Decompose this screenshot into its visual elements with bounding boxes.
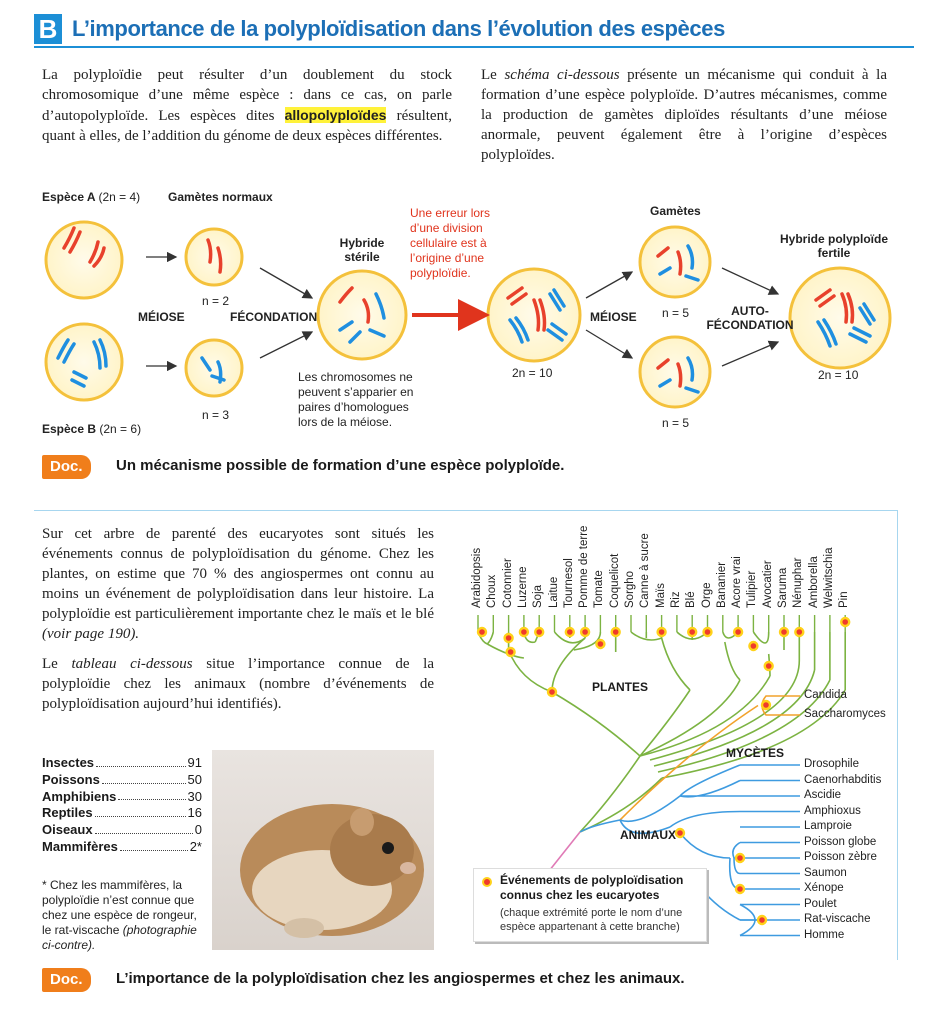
label-autofecondation: AUTO- FÉCONDATION bbox=[706, 304, 794, 332]
doc3-paragraph-2-italic: tableau ci-dessous bbox=[71, 656, 193, 672]
doc3-badge: Doc. 3 bbox=[42, 968, 91, 992]
doc2-caption-text: Un mécanisme possible de formation d’une espèce polyploïde. bbox=[116, 457, 565, 474]
label-chromosome-note: Les chromosomes ne peuvent s’apparier en paires d’homologues lors de la méiose. bbox=[298, 370, 414, 429]
footnote: * Chez les mammifères, la polyploïdie n’est connue que chez une espèce de rongeur, le rat-viscache (photographie ci-contre). bbox=[42, 878, 197, 952]
tree-legend bbox=[473, 868, 707, 942]
label-n2: n = 2 bbox=[202, 294, 230, 308]
doc3-paragraph-1-text: Sur cet arbre de parenté des eucaryotes sont situés les événements connus de polyploïdisation du génome. Chez les plantes, on estime que 70 % des angiospermes ont connu au moins un événement de polyploïdisation dans leur histoire. La polyploïdie est particulièrement importante chez le maïs et le blé bbox=[42, 526, 434, 622]
animal-species-label: Amphioxus bbox=[804, 804, 861, 817]
doc3-paragraph-1 bbox=[42, 524, 434, 644]
intro-right bbox=[481, 65, 887, 165]
doc3-paragraph-2-end: situe l’importance connue de la polyploïdie chez les animaux (nombre d’événements de polyploïdisation aujourd’hui identifiés). bbox=[42, 656, 434, 712]
polyploidy-event-icon bbox=[612, 628, 620, 636]
plant-species-label: Amborella bbox=[807, 556, 820, 608]
label-gametes-normaux: Gamètes normaux bbox=[168, 190, 273, 204]
polyploidy-event-icon bbox=[765, 662, 773, 670]
highlight-term: allopolyploïdes bbox=[284, 107, 387, 123]
polyploidy-event-icon bbox=[762, 701, 770, 709]
legend-title: Événements de polyploïdisation connus chez les eucaryotes bbox=[500, 873, 684, 902]
plant-species-label: Cotonnier bbox=[501, 558, 514, 608]
doc3-caption-text: L’importance de la polyploïdisation chez les angiospermes et chez les animaux. bbox=[116, 970, 685, 987]
plant-species-label: Acore vrai bbox=[731, 556, 744, 608]
label-species-b: Espèce B (2n = 6) bbox=[42, 422, 142, 436]
animal-species-label: Rat-viscache bbox=[804, 913, 871, 925]
intro-left bbox=[42, 65, 452, 146]
animal-species-label: Saumon bbox=[804, 866, 847, 879]
plant-species-label: Orge bbox=[700, 582, 713, 608]
plant-species-label: Pomme de terre bbox=[578, 525, 591, 608]
animal-species-label: Ascidie bbox=[804, 789, 842, 801]
plant-species-label: Soja bbox=[532, 584, 545, 608]
legend-note: (chaque extrémité porte le nom d’une espèce appartenant à cette branche) bbox=[500, 907, 683, 933]
intro-right-italic: schéma ci-dessous bbox=[504, 67, 620, 83]
label-fecondation: FÉCONDATION bbox=[230, 310, 318, 324]
section-header bbox=[34, 14, 914, 48]
polyploidy-event-icon bbox=[676, 829, 684, 837]
cell-species-b bbox=[46, 324, 122, 400]
polyploidy-event-icon bbox=[596, 640, 604, 648]
plant-species-label: Choux bbox=[486, 574, 499, 608]
fungi-species-label: Candida bbox=[804, 689, 847, 701]
cell-polyploid bbox=[488, 269, 580, 361]
plant-species-label: Pin bbox=[838, 591, 851, 608]
polyploidy-event-icon bbox=[658, 628, 666, 636]
plant-species-label: Arabidopsis bbox=[471, 547, 483, 608]
animal-polyploidy-table bbox=[42, 755, 202, 856]
intro-left-text-end: résultent, quant à elles, de l’addition du génome de deux espèces différentes. bbox=[42, 108, 453, 144]
polyploidy-event-icon bbox=[520, 628, 528, 636]
plant-species-label: Blé bbox=[685, 591, 698, 608]
plant-species-label: Bananier bbox=[715, 561, 728, 608]
animal-species-label: Xénope bbox=[804, 882, 844, 894]
intro-right-text: Le bbox=[481, 67, 505, 83]
animal-species-label: Poisson globe bbox=[804, 835, 877, 848]
polyploidy-event-icon bbox=[566, 628, 574, 636]
polyploidy-event-icon bbox=[535, 628, 543, 636]
polyploidy-event-icon bbox=[505, 634, 513, 642]
plant-species-label: Avocatier bbox=[761, 560, 774, 608]
label-gametes: Gamètes bbox=[650, 204, 701, 218]
label-meiose: MÉIOSE bbox=[138, 310, 185, 324]
plant-species-label: Tournesol bbox=[562, 558, 575, 608]
label-n5-top: n = 5 bbox=[662, 306, 690, 320]
polyploidy-event-icon bbox=[736, 854, 744, 862]
plant-species-label: Sorgho bbox=[624, 570, 636, 608]
animal-species-label: Poisson zèbre bbox=[804, 851, 877, 863]
plant-species-label: Tomate bbox=[593, 570, 606, 608]
section-title: L’importance de la polyploïdisation dans l’évolution des espèces bbox=[72, 16, 725, 41]
doc2-diagram bbox=[34, 190, 898, 446]
doc2-badge: Doc. 2 bbox=[42, 455, 91, 479]
polyploidy-event-icon bbox=[758, 916, 766, 924]
cell-gamete-top bbox=[640, 227, 710, 297]
table-row: Poissons 50 bbox=[42, 771, 202, 787]
cell-gamete-bottom bbox=[640, 337, 710, 407]
label-n3: n = 3 bbox=[202, 408, 230, 422]
cell-hybrid-fertile bbox=[790, 268, 890, 368]
animal-species-label: Lamproie bbox=[804, 820, 852, 832]
group-animals-label: ANIMAUX bbox=[620, 828, 676, 842]
polyploidy-event-icon bbox=[749, 642, 757, 650]
cell-gamete-b bbox=[186, 340, 242, 396]
label-species-a: Espèce A (2n = 4) bbox=[42, 190, 141, 204]
label-n5-bottom: n = 5 bbox=[662, 416, 690, 430]
polyploidy-event-icon bbox=[548, 688, 556, 696]
group-plants-label: PLANTES bbox=[592, 680, 649, 694]
cell-hybrid-sterile bbox=[318, 271, 406, 359]
plant-species-label: Welwitschia bbox=[822, 547, 835, 608]
polyploidy-event-icon bbox=[736, 885, 744, 893]
plant-species-label: Nénuphar bbox=[792, 557, 805, 608]
label-hybride-fertile: Hybride polyploïde fertile bbox=[779, 232, 888, 260]
table-row: Amphibiens 30 bbox=[42, 788, 202, 804]
table-row: Reptiles 16 bbox=[42, 805, 202, 821]
intro-right-text-end: présente un mécanisme qui conduit à la formation d’une espèce polyploïde. D’autres mécanismes, comme la production de gamètes diploïdes résultants d’une méiose anormale, peuvent également être à l’origine d’espèces polyploïdes. bbox=[481, 67, 888, 163]
polyploidy-event-icon bbox=[478, 628, 486, 636]
group-fungi-label: MYCÈTES bbox=[726, 746, 785, 760]
table-row: Insectes 91 bbox=[42, 755, 202, 770]
polyploidy-event-icon bbox=[795, 628, 803, 636]
plant-species-label: Riz bbox=[669, 591, 682, 608]
plant-species-label: Tulipier bbox=[746, 570, 759, 608]
label-2n10-mid: 2n = 10 bbox=[512, 366, 553, 380]
doc3-paragraph-2 bbox=[42, 654, 434, 714]
polyploidy-event-icon bbox=[734, 628, 742, 636]
plant-species-label: Saruma bbox=[777, 567, 789, 608]
animal-species-label: Homme bbox=[804, 928, 845, 941]
animal-species-label: Poulet bbox=[804, 897, 837, 910]
polyploidy-event-icon bbox=[507, 648, 515, 656]
polyploidy-event-icon bbox=[581, 628, 589, 636]
fungi-species-label: Saccharomyces bbox=[804, 708, 886, 720]
polyploidy-event-icon bbox=[780, 628, 788, 636]
intro-left-text: La polyploïdie peut résulter d’un doublement du stock chromosomique d’une même espèce : dans ce cas, on parle d’autopolyploïde. Les espèces dites bbox=[42, 67, 452, 124]
plant-species-label: Coquelicot bbox=[608, 553, 621, 608]
plant-species-label: Maïs bbox=[654, 583, 667, 608]
polyploidy-event-icon bbox=[704, 628, 712, 636]
cell-species-a bbox=[46, 222, 122, 298]
label-hybride-sterile: Hybride stérile bbox=[339, 236, 385, 264]
label-erreur-note: Une erreur lors d’une division cellulaire est à l’origine d’une polyploïdie. bbox=[410, 206, 491, 280]
plant-species-label: Luzerne bbox=[516, 566, 529, 608]
label-meiose-2: MÉIOSE bbox=[590, 310, 637, 324]
animal-species-label: Drosophile bbox=[804, 758, 859, 770]
plant-species-label: Canne à sucre bbox=[639, 533, 652, 608]
event-dot-icon bbox=[482, 877, 492, 887]
polyploidy-event-icon bbox=[841, 618, 849, 626]
doc3-paragraph-1-italic: (voir page 190). bbox=[42, 626, 140, 642]
doc3-paragraph-2-text: Le bbox=[42, 656, 72, 672]
polyploidy-event-icon bbox=[688, 628, 696, 636]
plant-species-label: Laitue bbox=[547, 576, 560, 608]
cell-gamete-a bbox=[186, 229, 242, 285]
animal-species-label: Caenorhabditis bbox=[804, 773, 882, 786]
label-2n10-right: 2n = 10 bbox=[818, 368, 859, 382]
table-row: Oiseaux 0 bbox=[42, 822, 202, 838]
section-letter: B bbox=[34, 14, 62, 44]
rat-viscache-photo bbox=[212, 750, 434, 950]
table-row: Mammifères 2* bbox=[42, 838, 202, 854]
